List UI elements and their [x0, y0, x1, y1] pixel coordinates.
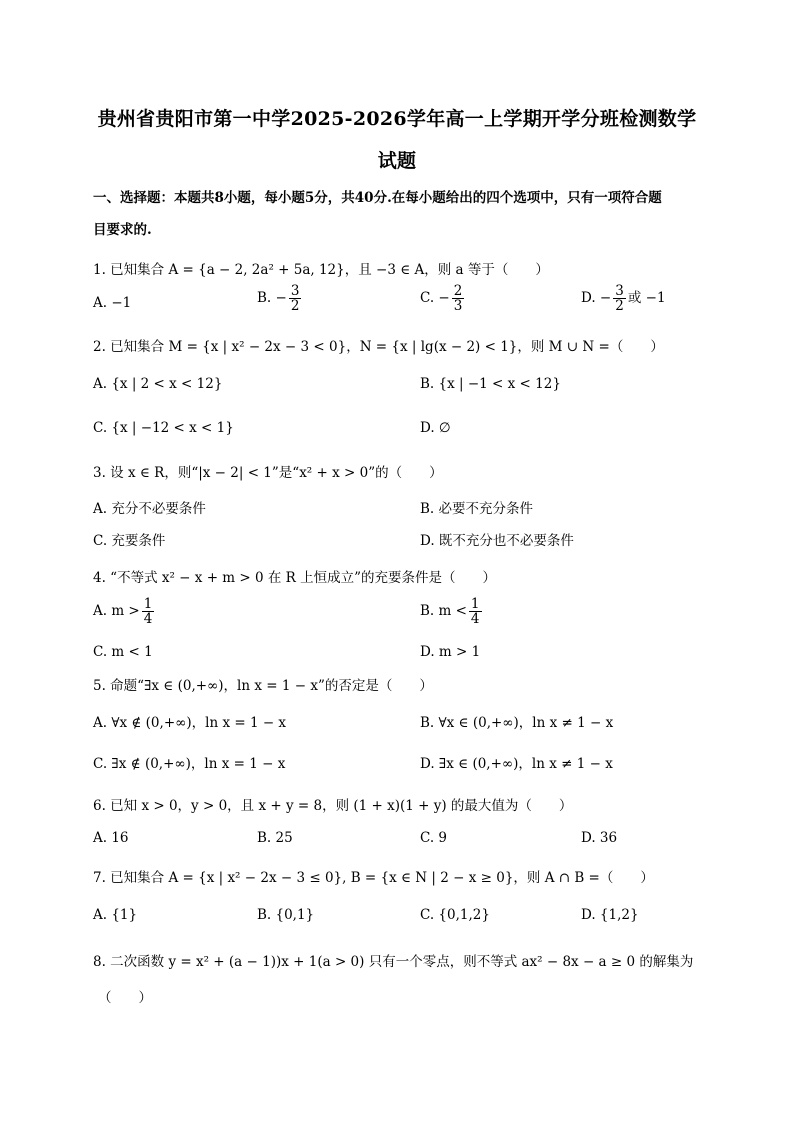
q7-option-c: C. {0,1,2}: [420, 907, 490, 923]
q1-d-fraction: [613, 284, 626, 313]
q6-option-b: B. 25: [257, 830, 293, 846]
q4-option-b: [420, 597, 484, 626]
q1-b-den: 2: [290, 298, 300, 315]
q6-option-a: A. 16: [93, 830, 129, 846]
question-3-stem: 3. 设 x ∈ R，则“|x − 2| < 1”是“x² + x > 0”的（ ）: [93, 465, 443, 481]
q1-c-den: 3: [453, 298, 463, 315]
q4-a-num: 1: [143, 596, 153, 612]
q4-a-den: 4: [143, 611, 153, 628]
q1-b-prefix: B. −: [257, 290, 287, 307]
q6-option-c: C. 9: [420, 830, 448, 846]
q5-option-d: D. ∃x ∈ (0,+∞)，ln x ≠ 1 − x: [420, 756, 613, 772]
q1-d-num: 3: [615, 283, 624, 299]
q4-a-fraction: [142, 597, 155, 626]
q1-d-prefix: D. −: [581, 290, 612, 307]
q3-option-b: B. 必要不充分条件: [420, 501, 534, 517]
question-2-stem: 2. 已知集合 M = {x | x² − 2x − 3 < 0}，N = {x | lg(x − 2) < 1}，则 M ∪ N =（ ）: [93, 339, 664, 355]
q4-a-prefix: A. m >: [93, 603, 140, 620]
exam-title-line2: 试题: [377, 150, 417, 172]
q7-option-d: D. {1,2}: [581, 907, 639, 923]
q1-d-suffix: 或 −1: [627, 290, 666, 307]
q5-option-c: C. ∃x ∉ (0,+∞)，ln x = 1 − x: [93, 756, 286, 772]
q3-option-c: C. 充要条件: [93, 533, 166, 549]
q4-b-den: 4: [470, 611, 480, 628]
q4-option-d: D. m > 1: [420, 644, 481, 660]
question-8-stem-cont: （ ）: [98, 990, 152, 1006]
q7-option-a: A. {1}: [93, 907, 138, 923]
q2-option-b: B. {x | −1 < x < 12}: [420, 376, 561, 392]
exam-title-line1: 贵州省贵阳市第一中学2025-2026学年高一上学期开学分班检测数学: [97, 108, 697, 130]
q1-option-d: [581, 284, 666, 313]
q4-option-a: [93, 597, 156, 626]
q1-c-fraction: [452, 284, 465, 313]
section-heading: 一、选择题：本题共8小题，每小题5分，共40分.在每小题给出的四个选项中，只有一项符合题: [93, 190, 662, 206]
q4-b-fraction: [469, 597, 482, 626]
q5-option-a: A. ∀x ∉ (0,+∞)，ln x = 1 − x: [93, 715, 287, 731]
question-8-stem: 8. 二次函数 y = x² + (a − 1))x + 1(a > 0) 只有一个零点，则不等式 ax² − 8x − a ≥ 0 的解集为: [93, 954, 694, 970]
q4-option-c: C. m < 1: [93, 644, 153, 660]
q1-option-c: [420, 284, 466, 313]
question-4-stem: 4. “不等式 x² − x + m > 0 在 R 上恒成立”的充要条件是（ ）: [93, 570, 497, 586]
q2-option-d: D. ∅: [420, 420, 451, 436]
q3-option-d: D. 既不充分也不必要条件: [420, 533, 574, 549]
q1-b-fraction: [289, 284, 302, 313]
question-6-stem: 6. 已知 x > 0，y > 0，且 x + y = 8，则 (1 + x)(1 + y) 的最大值为（ ）: [93, 798, 573, 814]
section-heading-cont: 目要求的.: [93, 222, 152, 238]
q4-b-prefix: B. m <: [420, 603, 467, 620]
q6-option-d: D. 36: [581, 830, 618, 846]
q7-option-b: B. {0,1}: [257, 907, 315, 923]
q1-c-prefix: C. −: [420, 290, 450, 307]
q5-option-b: B. ∀x ∈ (0,+∞)，ln x ≠ 1 − x: [420, 715, 614, 731]
q3-option-a: A. 充分不必要条件: [93, 501, 206, 517]
question-7-stem: 7. 已知集合 A = {x | x² − 2x − 3 ≤ 0}, B = {x ∈ N | 2 − x ≥ 0}，则 A ∩ B =（ ）: [93, 870, 654, 886]
q1-option-b: [257, 284, 303, 313]
q1-d-den: 2: [615, 298, 624, 315]
q4-b-num: 1: [470, 596, 480, 612]
q1-b-num: 3: [290, 283, 300, 299]
q1-c-num: 2: [453, 283, 463, 299]
q1-option-a: A. −1: [93, 295, 132, 311]
question-5-stem: 5. 命题“∃x ∈ (0,+∞)，ln x = 1 − x”的否定是（ ）: [93, 678, 433, 694]
question-1-stem: 1. 已知集合 A = {a − 2, 2a² + 5a, 12}，且 −3 ∈ A，则 a 等于（ ）: [93, 262, 549, 278]
q2-option-a: A. {x | 2 < x < 12}: [93, 376, 223, 392]
q2-option-c: C. {x | −12 < x < 1}: [93, 420, 234, 436]
